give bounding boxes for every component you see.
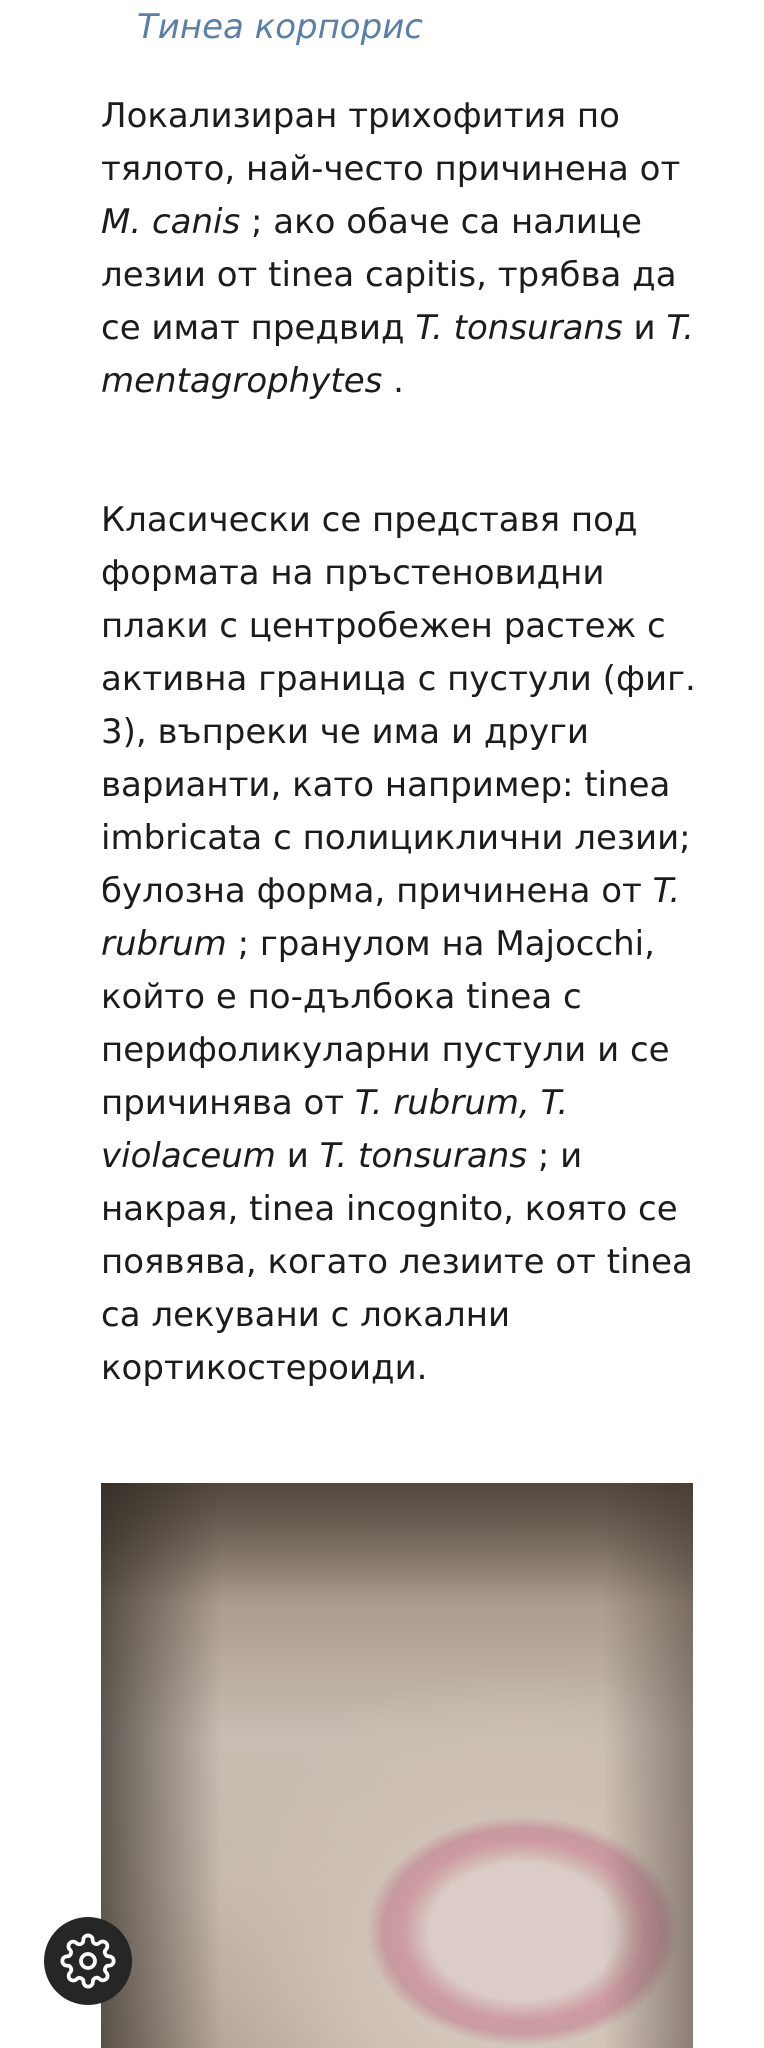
gear-icon (60, 1933, 116, 1989)
text-span: и (275, 1136, 320, 1176)
paragraph-localization (101, 90, 701, 408)
skin-lesion-photo (101, 1483, 693, 2048)
text-span: Класически се представя под формата на пръстеновидни плаки с центробежен растеж с активна граница с пустули (фиг. 3), въпреки че има и други варианти, като например: tinea imbricata с полициклични лезии; булозна форма, причинена от (101, 500, 696, 911)
section-heading: Тинеа корпорис (137, 7, 423, 47)
settings-button[interactable] (44, 1917, 132, 2005)
text-span: ; гранулом на Majocchi, който е по-дълбока tinea с перифоликуларни пустули и се причинява от (101, 924, 670, 1123)
photo-shadow-right (603, 1483, 693, 2048)
text-span: . (382, 361, 404, 401)
species-name: T. mentagrophytes (101, 308, 694, 401)
species-name: T. tonsurans (319, 1136, 528, 1176)
text-span: ; ако обаче са налице лезии от tinea capitis, трябва да се имат предвид (101, 202, 677, 348)
text-span: Локализиран трихофития по тялото, най-често причинена от (101, 96, 681, 189)
text-span: и (622, 308, 667, 348)
species-name: T. rubrum (101, 871, 681, 964)
paragraph-clinical-forms (101, 494, 701, 1395)
text-span: ; и накрая, tinea incognito, която се появява, когато лезиите от tinea са лекувани с локални кортикостероиди. (101, 1136, 693, 1388)
species-name: T. tonsurans (415, 308, 623, 348)
species-name: M. canis (101, 202, 241, 242)
species-name: T. rubrum, T. violaceum (101, 1083, 569, 1176)
